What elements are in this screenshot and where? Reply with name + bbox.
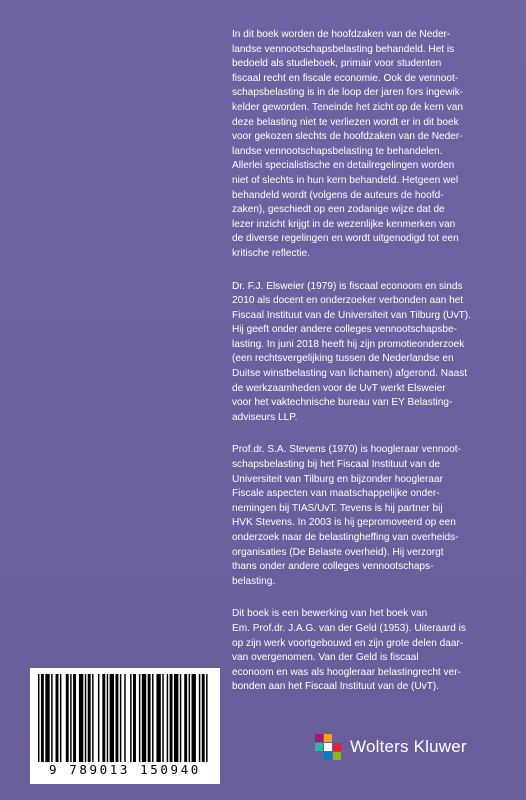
isbn-barcode — [30, 668, 220, 784]
description-paragraph: In dit boek worden de hoofdzaken van de Neder- landse vennootschapsbelasting behandeld. Het is bedoeld als studieboek, primair voor studenten fiscaal recht en fiscale economie. Ook de vennoot- schapsbelasting is in de loop der jaren fors ingewik- kelder geworden. Teneinde het zicht op de kern van deze belasting niet te verliezen wordt er in dit boek voor gekozen slechts de hoofdzaken van de Neder- landse vennootschapsbelasting te behandelen. Allerlei specialistische en detailregelingen worden niet of slechts in hun kern behandeld. Hetgeen wel behandeld wordt (volgens de auteurs de hoofd- zaken), geschiedt op een zodanige wijze dat de lezer inzicht krijgt in de wezenlijke kenmerken van de diverse regelingen en wordt uitgenodigd tot een kritische reflectie. — [232, 29, 464, 259]
back-cover-text — [232, 28, 494, 713]
wolters-kluwer-logo-icon — [313, 732, 343, 762]
author-bio-elsweier: Dr. F.J. Elsweier (1979) is fiscaal econoom en sinds 2010 als docent en onderzoeker verbonden aan het Fiscaal Instituut van de Universiteit van Tilburg (UvT). Hij geeft onder andere colleges vennootschapsbe- lasting. In juni 2018 heeft hij zijn promotieonderzoek (een rechtsvergelijking tussen de Nederlandse en Duitse winstbelasting van lichamen) afgerond. Naast de werkzaamheden voor de UvT werkt Elsweier voor het vaktechnische bureau van EY Belasting- adviseurs LLP. — [232, 280, 471, 423]
publisher-name: Wolters Kluwer — [350, 737, 467, 756]
publisher-logo — [313, 729, 503, 765]
origin-note-paragraph: Dit boek is een bewerking van het boek van Em. Prof.dr. J.A.G. van der Geld (1953). Uiteraard is op zijn werk voortgebouwd en zijn grote delen daar- van overgenomen. Van der Geld is fiscaal econoom en was als hoogleraar belastingrecht ver- bonden aan het Fiscaal Instituut van de (UvT). — [232, 608, 466, 693]
author-bio-stevens: Prof.dr. S.A. Stevens (1970) is hoogleraar vennoot- schapsbelasting bij het Fiscaal Instituut van de Universiteit van Tilburg en bijzonder hoogleraar Fiscale aspecten van maatschappelijke onder- nemingen bij TIAS/UvT. Tevens is hij partner bij HVK Stevens. In 2003 is hij gepromoveerd op een onderzoek naar de belastingheffing van overheids- organisaties (De Belaste overheid). Hij verzorgt thans onder andere colleges vennootschaps- belasting. — [232, 444, 461, 587]
barcode-number: 9 789013 150940 — [49, 762, 201, 777]
barcode-bars — [38, 674, 212, 762]
